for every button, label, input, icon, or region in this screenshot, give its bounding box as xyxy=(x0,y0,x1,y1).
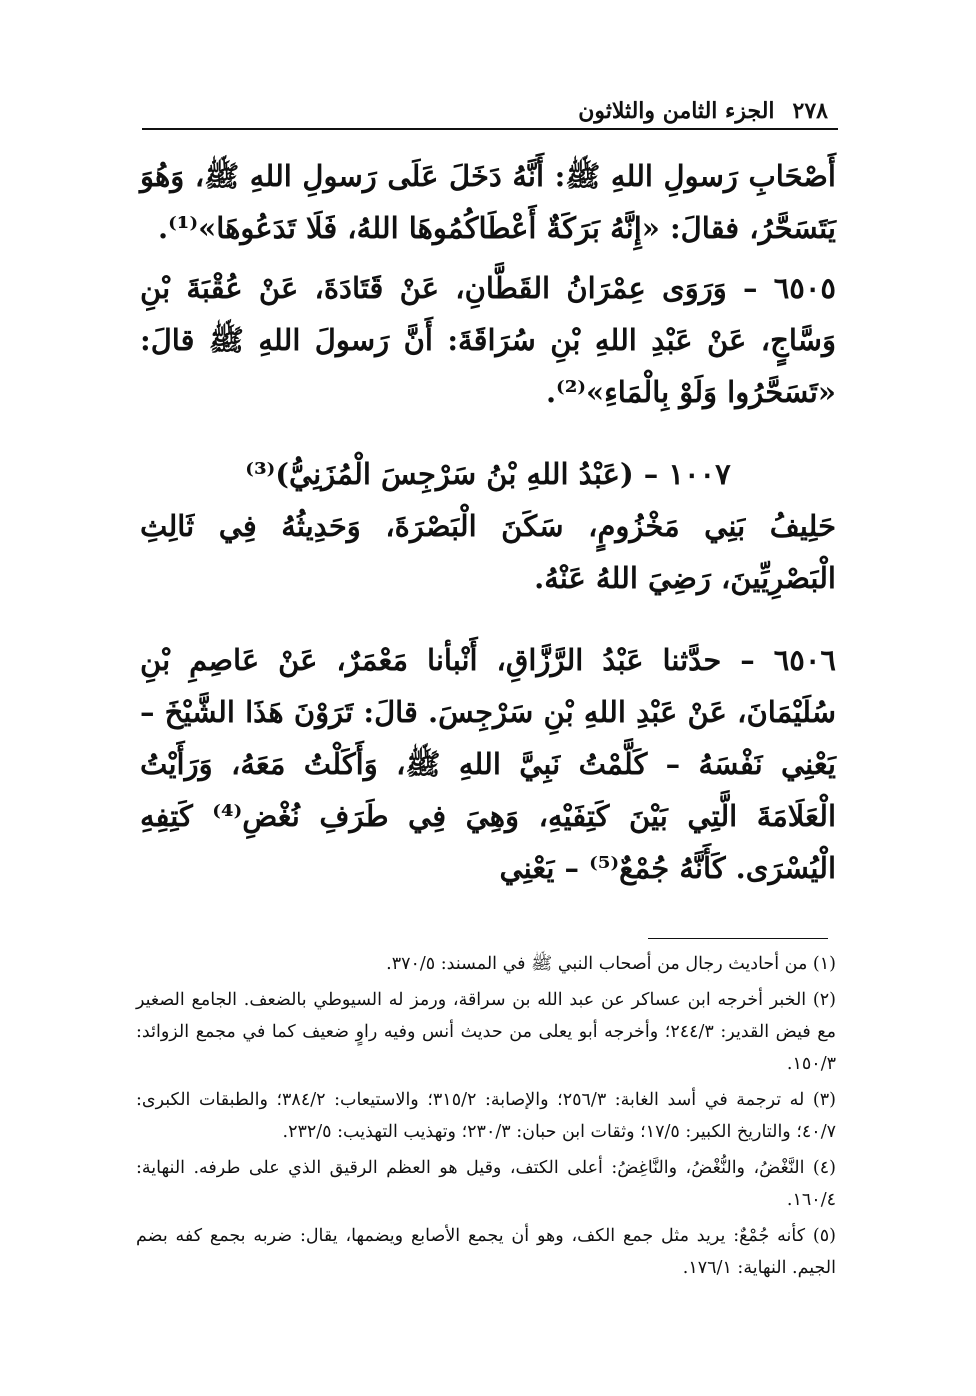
main-text xyxy=(140,150,836,902)
footnotes xyxy=(136,948,836,1288)
section-gap xyxy=(140,426,836,448)
hadith-6506: ٦٥٠٦ – حدَّثنا عَبْدُ الرَّزَّاقِ، أَنْبأنا مَعْمَرٌ، عَنْ عَاصِمِ بْنِ سُلَيْمَانَ، عَنْ عَبْدِ اللهِ بْنِ سَرْجِسَ. قالَ: تَرَوْنَ هَذَا الشَّيْخَ – يَعْنِي نَفْسَهُ – كَلَّمْتُ نَبِيَّ اللهِ ﷺ، وَأَكَلْتُ مَعَهُ، وَرَأَيْتُ الْعَلَامَةَ الَّتِي بَيْنَ كَتِفَيْهِ، وَهِيَ فِي طَرَفِ نُغْضِ⁽⁴⁾ كَتِفِهِ الْيُسْرَى. كَأَنَّهُ جُمْعٌ⁽⁵⁾ – يَعْنِي xyxy=(140,643,836,885)
footnote-2: (٢) الخبر أخرجه ابن عساكر عن عبد الله بن سراقة، ورمز له السيوطي بالضعف. الجامع الصغير مع فيض القدير: ٢٤٤/٣؛ وأخرجه أبو يعلى من حديث أنس وفيه راوٍ ضعيف كما في مجمع الزوائد: ١٥٠/٣. xyxy=(136,990,836,1074)
narrator-heading: ١٠٠٧ – (عَبْدُ اللهِ بْنُ سَرْجِسَ الْمُزَنِيُّ)⁽³⁾ xyxy=(245,457,731,491)
narrator-bio: حَلِيفُ بَنِي مَخْزُومٍ، سَكَنَ الْبَصْرَةَ، وَحَدِيثُهُ فِي ثَالِثِ الْبَصْرِيِّينَ، رَضِيَ اللهُ عَنْهُ. xyxy=(140,509,836,595)
part-title: الجزء الثامن والثلاثون xyxy=(578,98,775,124)
section-gap-2 xyxy=(140,612,836,634)
footnote-4: (٤) النَّغْضُ، والنُّغْضُ، والنَّاغِضُ: أعلى الكتف، وقيل هو العظم الرقيق الذي على طرفه. النهاية: ١٦٠/٤. xyxy=(136,1158,836,1210)
footnote-rule xyxy=(648,938,828,939)
footnote-1: (١) من أحاديث رجال من أصحاب النبي ﷺ في المسند: ٣٧٠/٥. xyxy=(386,954,836,974)
footnote-3: (٣) له ترجمة في أسد الغابة: ٢٥٦/٣؛ والإصابة: ٣١٥/٢؛ والاستيعاب: ٣٨٤/٢؛ والطبقات الكبرى: ٤٠/٧؛ والتاريخ الكبير: ١٧/٥؛ وثقات ابن حبان: ٢٣٠/٣؛ وتهذيب التهذيب: ٢٣٢/٥. xyxy=(136,1090,836,1142)
running-header xyxy=(140,86,828,124)
footnote-5: (٥) كأنه جُمْعٌ: يريد مثل جمع الكف، وهو أن يجمع الأصابع ويضمها، يقال: ضربه بجمع كفه بضم الجيم. النهاية: ١٧٦/١. xyxy=(136,1226,836,1278)
hadith-6505: ٦٥٠٥ – وَرَوَى عِمْرَانُ القَطَّانِ، عَنْ قَتَادَةَ، عَنْ عُقْبَةَ بْنِ وَسَّاجٍ، عَنْ عَبْدِ اللهِ بْنِ سُرَاقَةَ: أَنَّ رَسولَ اللهِ ﷺ قالَ: «تَسَحَّرُوا وَلَوْ بِالْمَاءِ»⁽²⁾. xyxy=(140,271,836,409)
paragraph-continuation: أَصْحَابِ رَسولِ اللهِ ﷺ: أَنَّهُ دَخَلَ عَلَى رَسولِ اللهِ ﷺ، وَهُوَ يَتَسَحَّرُ، فقالَ: «إِنَّهُ بَرَكَةٌ أَعْطَاكُمُوهَا اللهُ، فَلَا تَدَعُوهَا»⁽¹⁾. xyxy=(140,159,836,245)
header-rule xyxy=(142,128,838,130)
page-number: ٢٧٨ xyxy=(792,98,828,124)
